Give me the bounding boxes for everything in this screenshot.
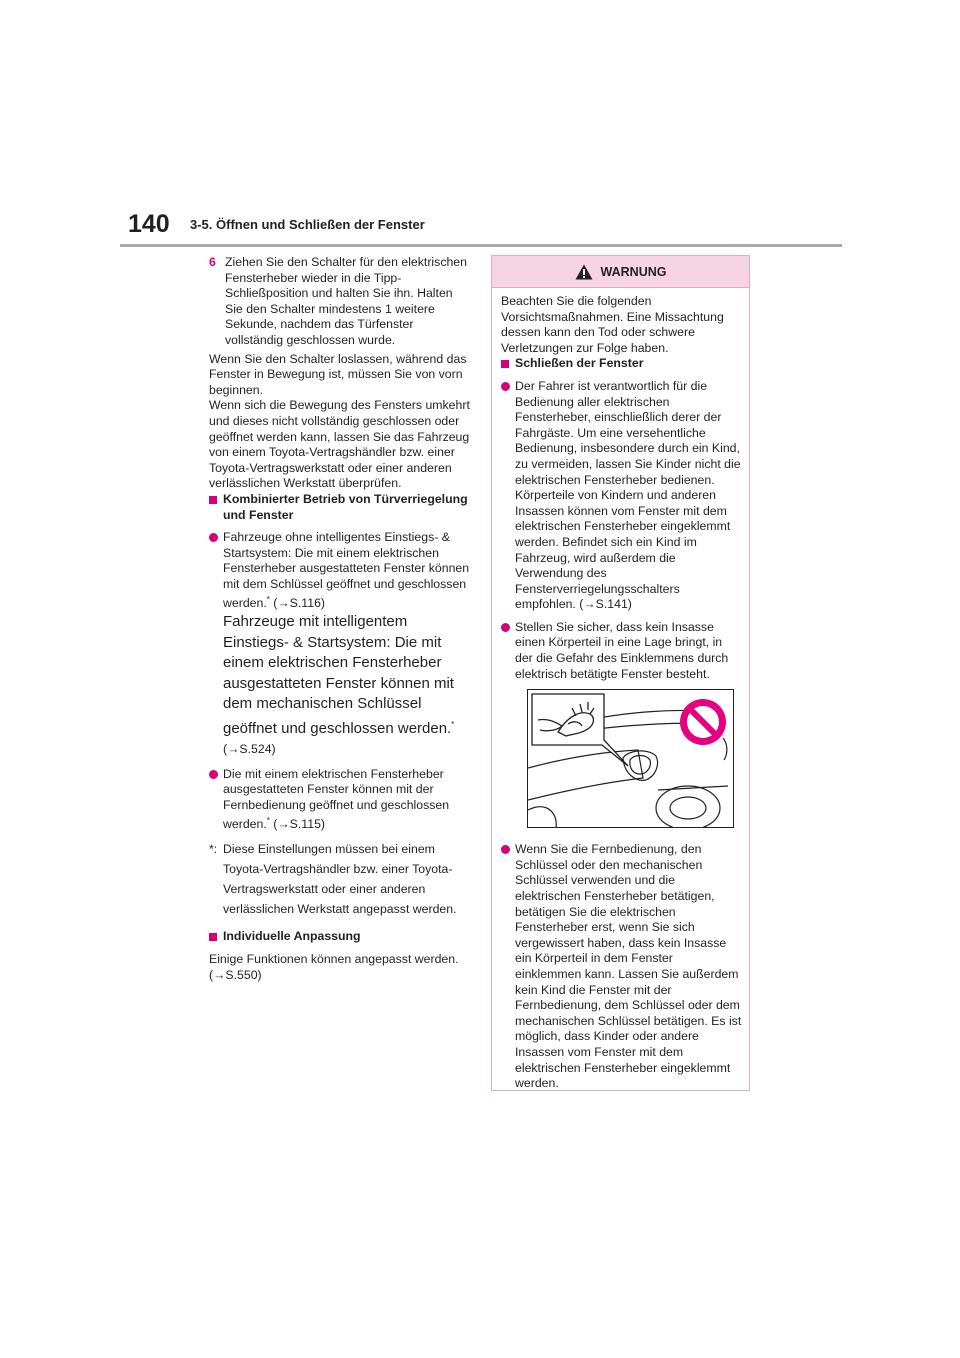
warning-heading [501,356,742,372]
step-6 [209,255,471,349]
bullet-remote-operation [209,767,471,833]
square-bullet-icon [209,933,217,941]
heading-text: Schließen der Fenster [515,356,644,371]
round-bullet-icon [501,623,510,632]
bullet-text: Stellen Sie sicher, dass kein Insasse einen Körperteil in eine Lage bringt, in der die Gefahr des Einklemmens durch elektrisch betätigte Fenster besteht. [515,619,729,681]
page-reference[interactable]: (→S.524) [223,742,276,757]
section-title: 3-5. Öffnen und Schließen der Fenster [190,217,425,232]
warning-header [492,256,749,288]
pinch-warning-illustration [527,689,734,828]
left-column [209,255,471,983]
warning-intro: Beachten Sie die folgenden Vorsichtsmaßnahmen. Eine Missachtung dessen kann den Tod oder schwere Verletzungen zur Folge haben. [501,294,724,355]
step-number: 6 [209,255,216,269]
footnote-asterisk: * [266,595,270,605]
warning-bullet-driver [501,379,742,613]
heading-text: Kombinierter Betrieb von Türverriegelung und Fenster [223,491,468,522]
round-bullet-icon [501,382,510,391]
paragraph-reversal: Wenn sich die Bewegung des Fensters umkehrt und dieses nicht vollständig geschlossen oder geöffnet werden kann, lassen Sie das Fahrzeug von einem Toyota-Vertragshändler bzw. einer Toyota-Vertragswerkstatt oder einer anderen verlässlichen Werkstatt überprüfen. [209,398,470,491]
footnote-asterisk: * [266,816,270,826]
car-window-drawing [528,690,733,827]
bullet-text: Die mit einem elektrischen Fensterheber ausgestatteten Fenster können mit der Fernbedienung geöffnet und geschlossen werden. [223,766,450,832]
bullet-text: Der Fahrer ist verantwortlich für die Bedienung aller elektrischen Fensterheber, einschließlich derer der Fahrgäste. Um eine versehentliche Bedienung, insbesondere durch ein Kind, zu vermeiden, lassen Sie Kinder nicht die elektrischen Fensterheber bedienen. Körperteile von Kindern und anderen Insassen können vom Fenster mit dem elektrischen Fensterheber eingeklemmt werden. Befindet sich ein Kind im Fahrzeug, wird außerdem die Verwendung des Fensterverriegelungsschalters empfohlen. (→S.141) [515,378,741,612]
warning-bullet-body-parts [501,620,742,682]
warning-bullet-remote [501,842,742,1092]
footnote-asterisk: * [451,719,455,729]
bullet-text: Wenn Sie die Fernbedienung, den Schlüssel oder den mechanischen Schlüssel verwenden und die elektrischen Fensterheber betätigen, betätigen Sie die elektrischen Fensterheber erst, wenn Sie sich vergewissert haben, dass kein Insasse ein Körperteil in dem Fenster einklemmen kann. Lassen Sie außerdem kein Kind die Fenster mit der Fernbedienung, dem Schlüssel oder dem mechanischen Schlüssel betätigen. Es ist möglich, dass Kinder oder andere Insassen vom Fenster mit dem elektrischen Fensterheber eingeklemmt werden. [515,842,742,1091]
round-bullet-icon [209,533,218,542]
footnote [209,840,471,919]
warning-title: WARNUNG [600,264,667,279]
heading-text: Individuelle Anpassung [223,929,361,944]
page-reference[interactable]: (→S.115) [269,817,326,832]
page-reference[interactable]: (→S.116) [269,596,326,611]
round-bullet-icon [209,770,218,779]
round-bullet-icon [501,845,510,854]
page-number: 140 [128,210,170,238]
warning-triangle-icon [575,264,593,280]
paragraph-restart: Wenn Sie den Schalter loslassen, während das Fenster in Bewegung ist, müssen Sie von vorn beginnen. [209,351,467,397]
bullet-text: Fahrzeuge ohne intelligentes Einstiegs- & Startsystem: Die mit einem elektrischen Fensterheber ausgestatteten Fenster können mit dem Schlüssel geöffnet und geschlossen werden. [223,530,470,611]
paragraph-customization: Einige Funktionen können angepasst werden. (→S.550) [209,951,459,982]
square-bullet-icon [209,496,217,504]
warning-body [492,288,749,1092]
bullet-text-large: Fahrzeuge mit intelligentem Einstiegs- & Startsystem: Die mit einem elektrischen Fensterheber ausgestatteten Fenster können mit dem mechanischen Schlüssel geöffnet und geschlossen werden. [223,613,454,737]
footnote-text: Diese Einstellungen müssen bei einem Toyota-Vertragshändler bzw. einer Toyota-Vertragswerkstatt oder einer anderen verlässlichen Werkstatt angepasst werden. [223,842,457,916]
square-bullet-icon [501,360,509,368]
heading-customization [209,929,471,945]
heading-combined-operation [209,492,471,523]
step-text: Ziehen Sie den Schalter für den elektrischen Fensterheber wieder in die Tipp-Schließposition und halten Sie ihn. Halten Sie den Schalter mindestens 1 weitere Sekunde, nachdem das Türfenster vollständig geschlossen wurde. [225,255,467,347]
bullet-key-operation [209,530,471,760]
header-rule [120,244,842,247]
footnote-mark: *: [209,842,218,857]
warning-box [491,255,750,1091]
